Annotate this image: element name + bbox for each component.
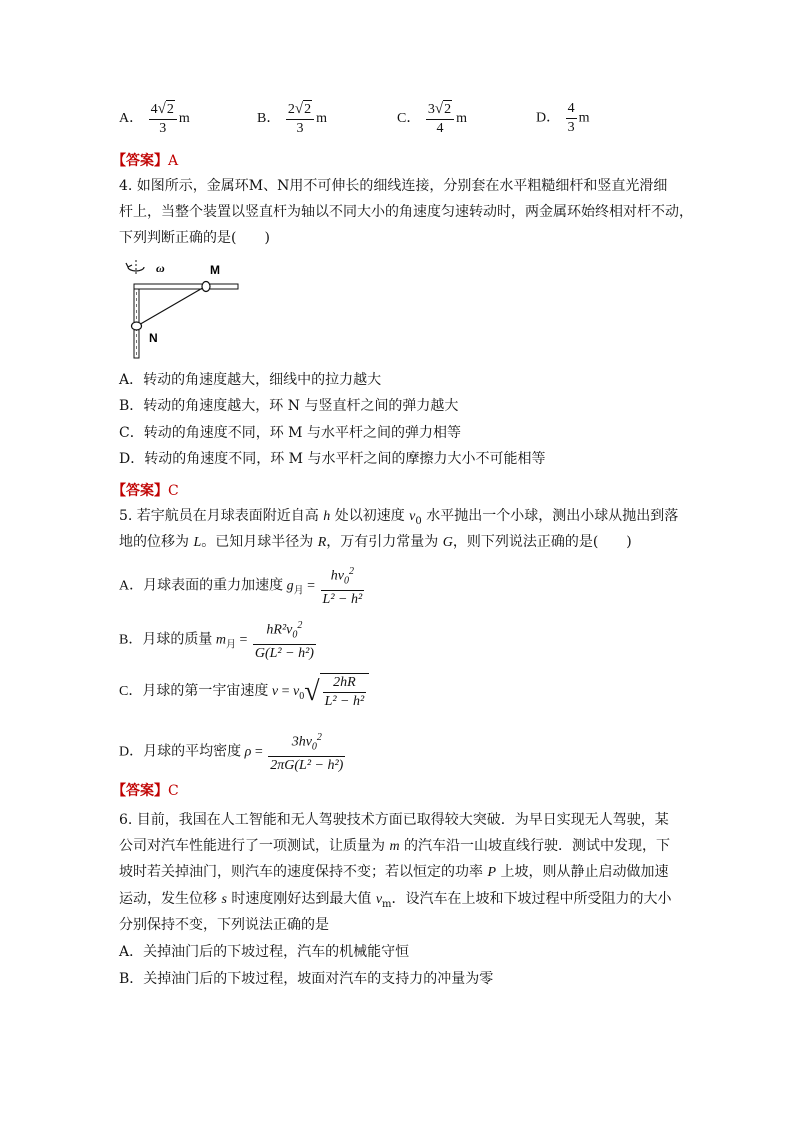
q3-option-a-fraction: $\frac{4√2}{3}$ <box>149 100 177 138</box>
horizontal-rod <box>134 284 238 289</box>
connecting-string <box>137 286 206 326</box>
q4-answer: 【答案】C <box>112 483 179 499</box>
q4-stem-line-2: 杆上，当整个装置以竖直杆为轴以不同大小的角速度匀速转动时，两金属环始终相对杆不动， <box>119 204 693 220</box>
q4-option-b: B．转动的角速度越大，环 N 与竖直杆之间的弹力越大 <box>119 398 459 414</box>
q3-option-d-fraction: $\frac{4}{3}$ <box>567 101 575 135</box>
q5-option-a: A．月球表面的重力加速度 $g_月$ = $\frac{hv_0^2}{\text{L² − h²}}$ <box>119 563 366 609</box>
q6-stem-line-5: 分别保持不变，下列说法正确的是 <box>119 917 329 933</box>
q3-option-c-fraction: $\frac{3√2}{4}$ <box>426 100 454 138</box>
q5-stem-line-2: 地的位移为 L。已知月球半径为 R，万有引力常量为 G，则下列说法正确的是( ) <box>119 534 632 550</box>
q3-option-b: B． $\frac{2√2}{3}$ m <box>257 101 327 136</box>
q4-stem-line-3: 下列判断正确的是( ) <box>119 230 270 246</box>
omega-label: ω <box>156 261 165 275</box>
q5-option-c-fraction: $\frac{2hR}{\text{L² − h²}}$ <box>324 675 365 709</box>
q5-option-c: C．月球的第一宇宙速度 $v = v_0√$ $\frac{2hR}{\text{L² − h²}}$ <box>119 673 369 711</box>
q4-option-c: C．转动的角速度不同，环 M 与水平杆之间的弹力相等 <box>119 425 461 441</box>
q4-option-d: D．转动的角速度不同，环 M 与水平杆之间的摩擦力大小不可能相等 <box>119 451 546 467</box>
q6-stem-line-2: 公司对汽车性能进行了一项测试，让质量为 m 的汽车沿一山坡直线行驶．测试中发现，下 <box>119 838 671 854</box>
q5-option-b: B．月球的质量 $m_月$ = $\frac{hR^2v_0^2}{\text{G(L² − h²)}}$ <box>119 617 318 663</box>
q4-stem-line-1: 4. 如图所示，金属环M、N用不可伸长的细线连接，分别套在水平粗糙细杆和竖直光滑细 <box>119 178 668 194</box>
q5-stem-line-1: 5. 若宇航员在月球表面附近自高 h 处以初速度 $v_0$ 水平抛出一个小球，测出小球从抛出到落 <box>119 508 679 527</box>
q6-stem-line-1: 6. 目前，我国在人工智能和无人驾驶技术方面已取得较大突破．为早日实现无人驾驶，某 <box>119 812 669 828</box>
n-label: N <box>149 331 158 345</box>
q5-option-d-fraction: $\frac{3hv_0^2}{\text{2πG(L² − h²)}}$ <box>268 729 345 775</box>
q3-option-a: A． $\frac{4√2}{3}$ m <box>119 101 190 136</box>
q6-option-a: A．关掉油门后的下坡过程，汽车的机械能守恒 <box>119 944 410 960</box>
q5-option-a-fraction: $\frac{hv_0^2}{\text{L² − h²}}$ <box>321 563 365 609</box>
q3-option-b-fraction: $\frac{2√2}{3}$ <box>286 100 314 138</box>
q5-option-d: D．月球的平均密度 ρ = $\frac{3hv_0^2}{\text{2πG(L² − h²)}}$ <box>119 729 347 775</box>
q6-option-b: B．关掉油门后的下坡过程，坡面对汽车的支持力的冲量为零 <box>119 971 494 987</box>
q5-answer: 【答案】C <box>112 783 179 799</box>
ring-m <box>202 282 210 292</box>
ring-n <box>132 322 142 330</box>
rotating-rod-figure <box>118 258 248 362</box>
q6-stem-line-3: 坡时若关掉油门，则汽车的速度保持不变；若以恒定的功率 P 上坡，则从静止启动做加速 <box>119 864 669 880</box>
q5-option-b-fraction: $\frac{hR^2v_0^2}{\text{G(L² − h²)}}$ <box>253 617 316 663</box>
q4-option-a: A．转动的角速度越大，细线中的拉力越大 <box>119 372 382 388</box>
q3-answer: 【答案】A <box>112 153 179 169</box>
q3-option-d: D． $\frac{4}{3}$ m <box>536 101 590 135</box>
q6-stem-line-4: 运动，发生位移 s 时速度刚好达到最大值 $v_m$．设汽车在上坡和下坡过程中所受阻力的大小 <box>119 891 672 910</box>
q3-option-c: C． $\frac{3√2}{4}$ m <box>397 101 467 136</box>
m-label: M <box>210 263 220 277</box>
